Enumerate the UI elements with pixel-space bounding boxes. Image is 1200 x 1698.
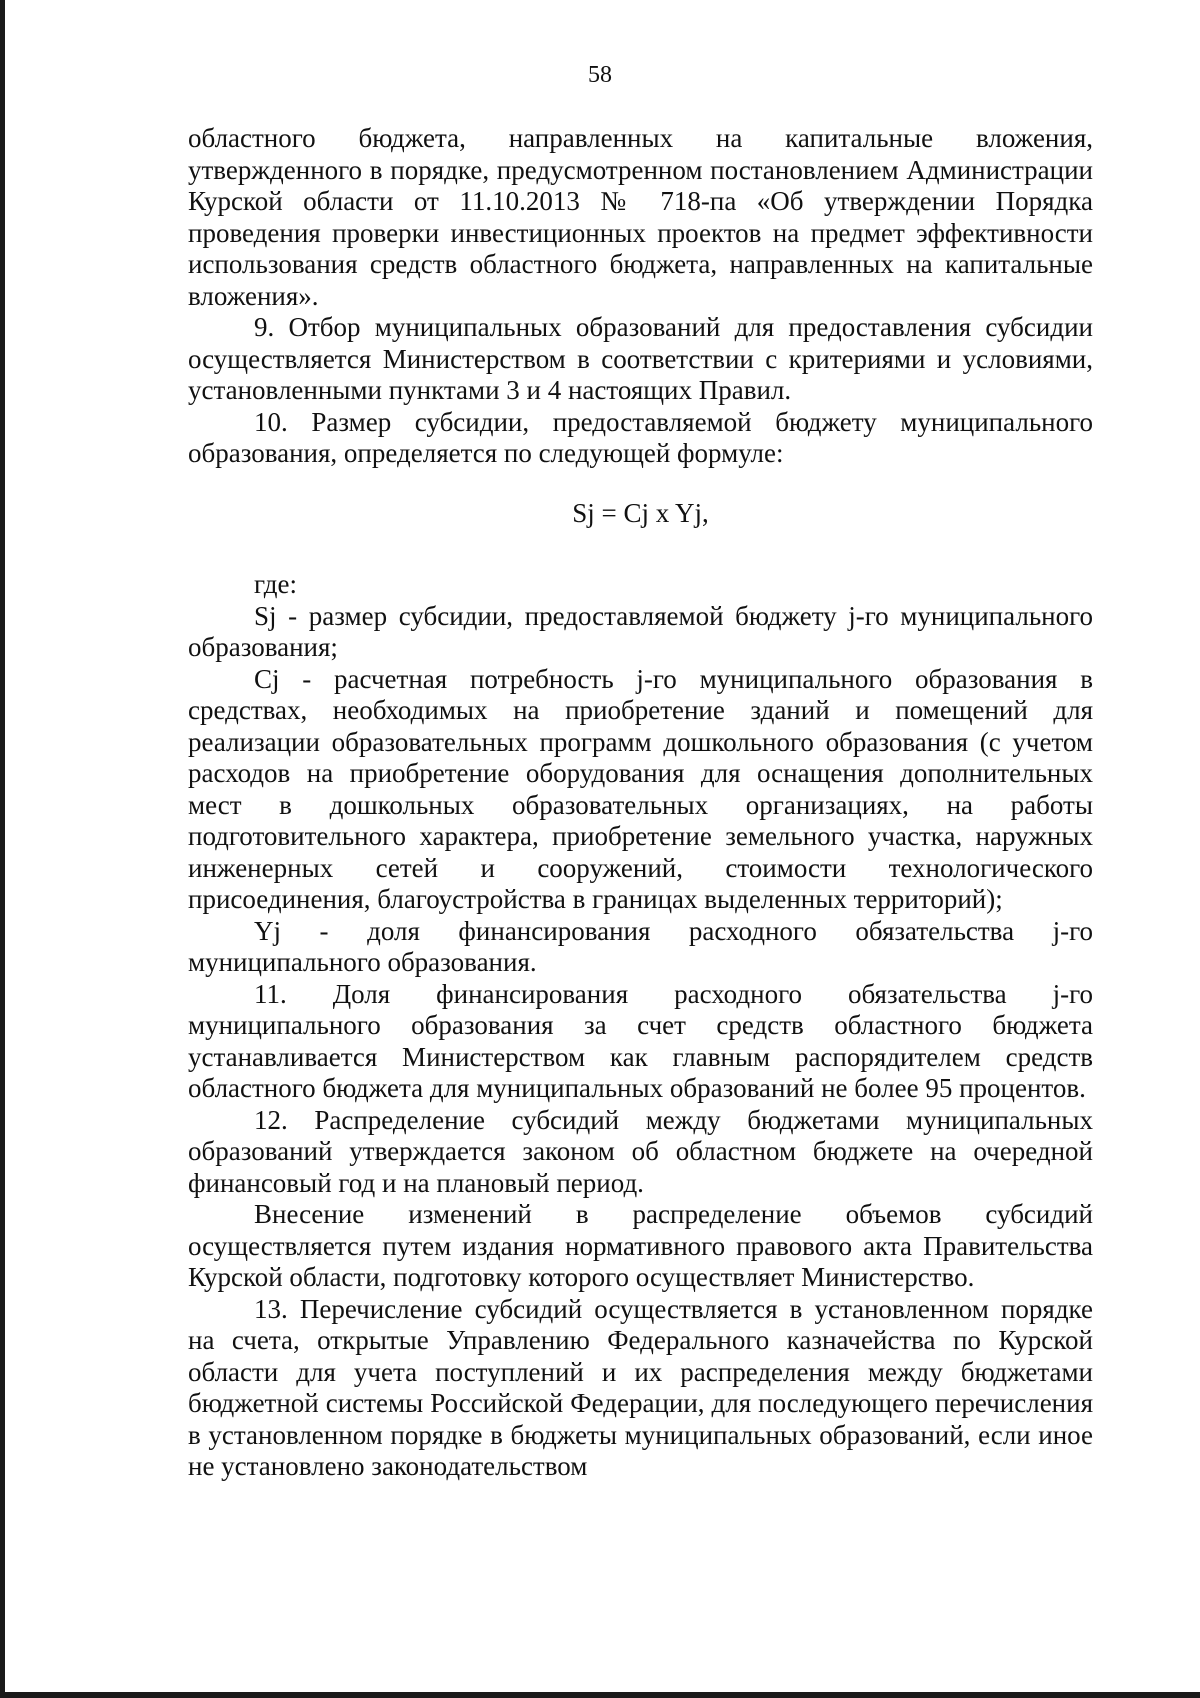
paragraph-11: 11. Доля финансирования расходного обязательства j-го муниципального образования за счет средств областного бюджета устанавливается Министерством как главным распорядителем средств областного бюджета для муниципальных образований не более 95 процентов.: [188, 978, 1093, 1103]
where-label: где:: [254, 569, 297, 599]
paragraph-13: 13. Перечисление субсидий осуществляется в установленном порядке на счета, открытые Управлению Федерального казначейства по Курской области для учета поступлений и их распределения между бюджетами бюджетной системы Российской Федерации, для последующего перечисления в установленном порядке в бюджеты муниципальных образований, если иное не установлено законодательством: [188, 1293, 1093, 1481]
paragraph-10: 10. Размер субсидии, предоставляемой бюджету муниципального образования, определяется по следующей формуле:: [188, 406, 1093, 468]
scan-edge-left: [0, 0, 5, 1698]
paragraph-12-amendment: Внесение изменений в распределение объемов субсидий осуществляется путем издания нормативного правового акта Правительства Курской области, подготовку которого осуществляет Министерство.: [188, 1199, 1093, 1292]
definition-cj: Cj - расчетная потребность j-го муниципального образования в средствах, необходимых на приобретение зданий и помещений для реализации образовательных программ дошкольного образования (с учетом расходов на приобретение оборудования для оснащения дополнительных мест в дошкольных образовательных организациях, на работы подготовительного характера, приобретение земельного участка, наружных инженерных сетей и сооружений, стоимости технологического присоединения, благоустройства в границах выделенных территорий);: [188, 663, 1093, 914]
paragraph-continuation: областного бюджета, направленных на капитальные вложения, утвержденного в порядке, предусмотренном постановлением Администрации Курской области от 11.10.2013 № 718-па «Об утверждении Порядка проведения проверки инвестиционных проектов на предмет эффективности использования средств областного бюджета, направленных на капитальные вложения».: [188, 123, 1093, 311]
definition-sj: Sj - размер субсидии, предоставляемой бюджету j-го муниципального образования;: [188, 600, 1093, 662]
page-number: 58: [588, 62, 612, 88]
document-body: [188, 123, 1093, 1483]
formula: Sj = Cj x Yj,: [572, 497, 709, 528]
paragraph-9: 9. Отбор муниципальных образований для предоставления субсидии осуществляется Министерством в соответствии с критериями и условиями, установленными пунктами 3 и 4 настоящих Правил.: [188, 312, 1093, 405]
scan-edge-bottom: [0, 1692, 1200, 1698]
paragraph-12: 12. Распределение субсидий между бюджетами муниципальных образований утверждается законом об областном бюджете на очередной финансовый год и на плановый период.: [188, 1104, 1093, 1198]
definition-yj: Yj - доля финансирования расходного обязательства j-го муниципального образования.: [188, 915, 1093, 977]
